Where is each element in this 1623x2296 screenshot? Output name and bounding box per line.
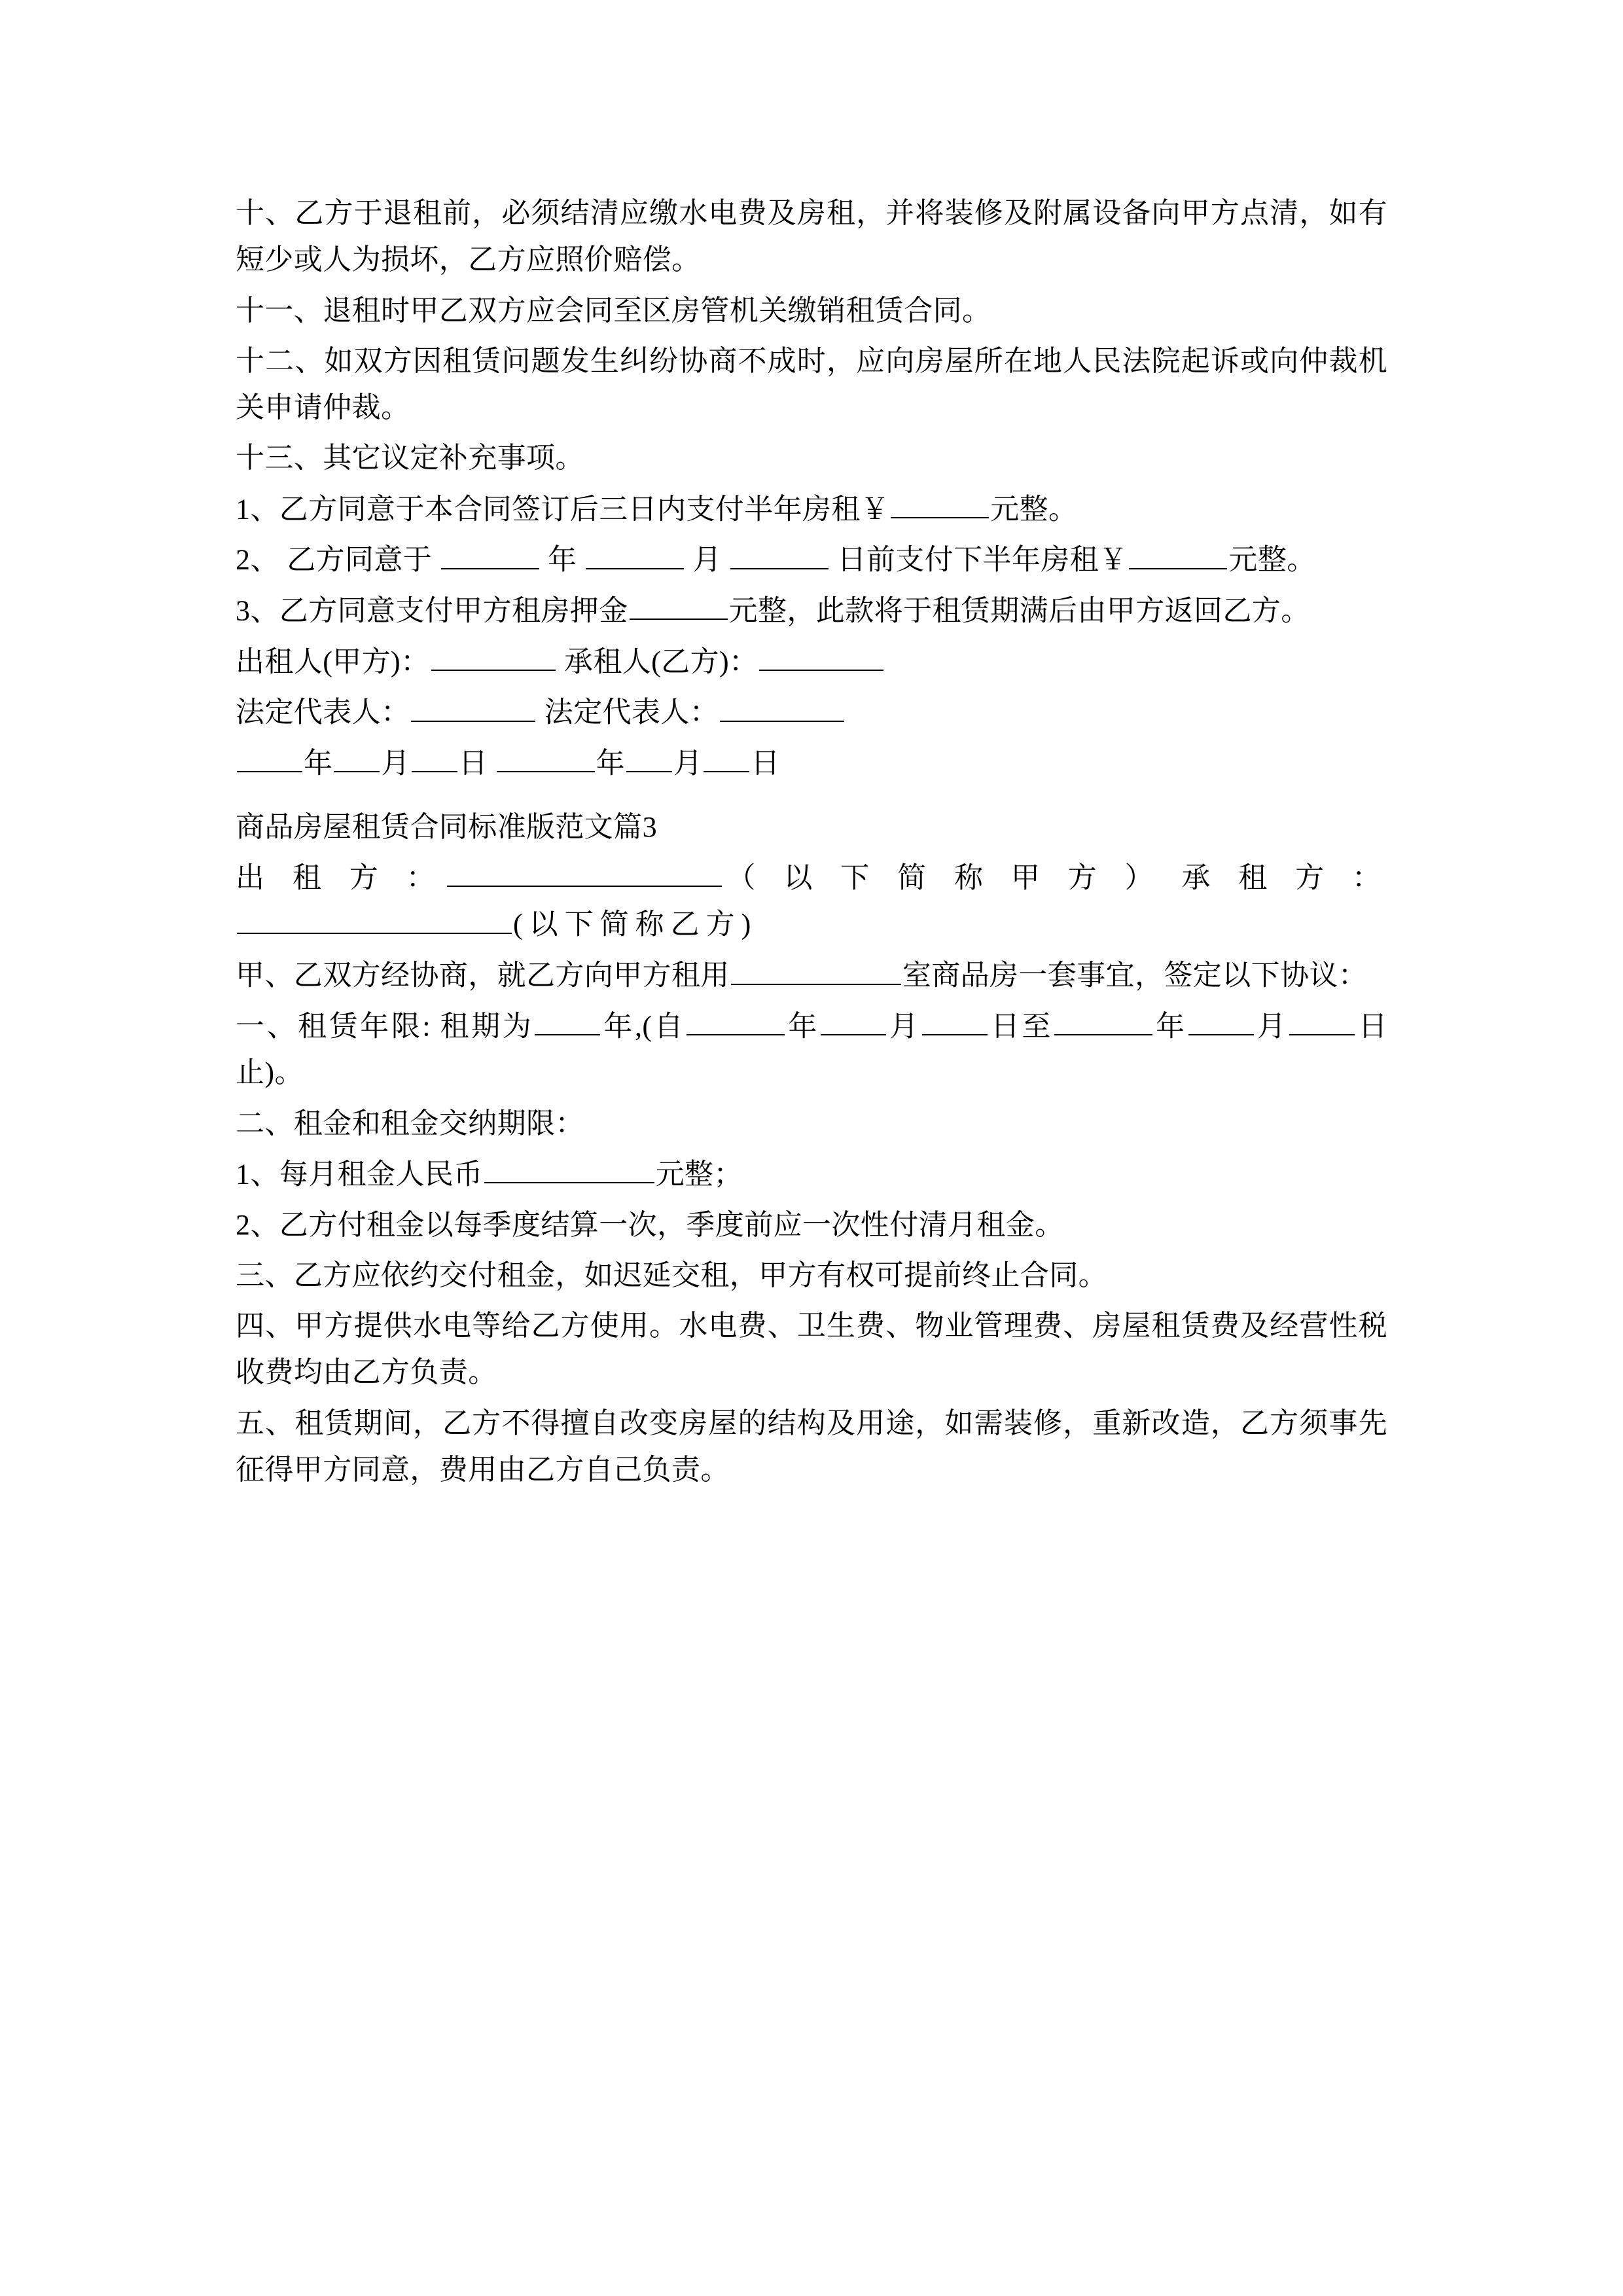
clause-12	[236, 338, 1387, 431]
clause-11	[236, 287, 1387, 334]
clause-13-1-text: 元整。	[990, 492, 1078, 525]
signature-dates-fill-blank[interactable]	[237, 740, 302, 772]
parties-line	[236, 854, 1387, 948]
clause-13-3	[236, 587, 1387, 634]
clause-13-2-fill-blank[interactable]	[730, 536, 829, 569]
signature-dates	[236, 740, 1387, 787]
preamble-text: 室商品房一套事宜，签定以下协议：	[902, 959, 1368, 992]
clause-13-2-text: 日前支付下半年房租￥	[830, 543, 1128, 576]
clause-2-2	[236, 1202, 1387, 1248]
signature-parties-fill-blank[interactable]	[759, 638, 883, 671]
clause-1-term-fill-blank[interactable]	[535, 1003, 600, 1035]
clause-13-2-fill-blank[interactable]	[586, 536, 684, 569]
clause-2-2-text: 2、乙方付租金以每季度结算一次，季度前应一次性付清月租金。	[236, 1208, 1064, 1241]
clause-10-text: 十、乙方于退租前，必须结清应缴水电费及房租，并将装修及附属设备向甲方点清，如有短少或人为损坏，乙方应照价赔偿。	[236, 197, 1387, 276]
clause-13-1	[236, 486, 1387, 533]
clause-13-2	[236, 536, 1387, 583]
signature-dates-text: 月	[381, 747, 410, 780]
clause-1-term-fill-blank[interactable]	[922, 1003, 988, 1035]
clause-4-text: 四、甲方提供水电等给乙方使用。水电费、卫生费、物业管理费、房屋租赁费及经营性税收费均由乙方负责。	[236, 1310, 1387, 1389]
clause-1-term-fill-blank[interactable]	[687, 1003, 785, 1035]
document-body	[236, 190, 1387, 1497]
signature-dates-text: 年	[596, 747, 626, 780]
clause-11-text: 十一、退租时甲乙双方应会同至区房管机关缴销租赁合同。	[236, 294, 991, 327]
clause-1-term-fill-blank[interactable]	[1289, 1003, 1355, 1035]
signature-dates-text: 日	[458, 747, 495, 780]
clause-13-2-text: 2、 乙方同意于	[236, 543, 440, 576]
clause-1-term-fill-blank[interactable]	[1188, 1003, 1254, 1035]
signature-legal-reps	[236, 689, 1387, 736]
clause-2-1-text: 元整；	[655, 1158, 743, 1191]
clause-13	[236, 435, 1387, 481]
signature-legal-reps-fill-blank[interactable]	[720, 689, 844, 721]
preamble	[236, 952, 1387, 999]
clause-1-term-text: 年	[786, 1010, 819, 1043]
signature-parties-text: 承租人(乙方)：	[556, 645, 758, 677]
clause-2-rent-title	[236, 1100, 1387, 1147]
clause-2-1	[236, 1151, 1387, 1198]
clause-13-2-text: 元整。	[1228, 543, 1316, 576]
signature-parties	[236, 638, 1387, 685]
parties-line-fill-blank[interactable]	[237, 901, 512, 933]
clause-13-3-text: 元整，此款将于租赁期满后由甲方返回乙方。	[728, 594, 1310, 627]
clause-13-text: 十三、其它议定补充事项。	[236, 442, 584, 475]
signature-dates-fill-blank[interactable]	[626, 740, 672, 772]
clause-1-term-text: 日止)。	[236, 1010, 1387, 1089]
parties-line-text: 出 租 方 ：	[236, 861, 446, 894]
clause-13-1-fill-blank[interactable]	[891, 486, 989, 518]
clause-1-term-text: 日至	[988, 1010, 1053, 1043]
doc-heading-text: 商品房屋租赁合同标准版范文篇3	[236, 810, 657, 843]
parties-line-fill-blank[interactable]	[447, 854, 722, 887]
clause-1-term-fill-blank[interactable]	[821, 1003, 886, 1035]
clause-1-term-text: 一、租赁年限: 租期为	[236, 1010, 534, 1043]
doc-heading	[236, 804, 1387, 850]
signature-legal-reps-fill-blank[interactable]	[411, 689, 535, 721]
signature-dates-fill-blank[interactable]	[334, 740, 380, 772]
clause-3-text: 三、乙方应依约交付租金，如迟延交租，甲方有权可提前终止合同。	[236, 1259, 1107, 1291]
signature-legal-reps-text: 法定代表人：	[236, 696, 410, 728]
signature-dates-fill-blank[interactable]	[704, 740, 749, 772]
clause-5-text: 五、租赁期间，乙方不得擅自改变房屋的结构及用途，如需装修，重新改造，乙方须事先征得甲方同意，费用由乙方自己负责。	[236, 1407, 1387, 1486]
clause-1-term-text: 月	[887, 1010, 921, 1043]
signature-dates-text: 日	[751, 747, 780, 780]
signature-dates-fill-blank[interactable]	[497, 740, 595, 772]
clause-13-3-text: 3、乙方同意支付甲方租房押金	[236, 594, 628, 627]
clause-2-rent-title-text: 二、租金和租金交纳期限：	[236, 1107, 584, 1139]
parties-line-text: （ 以 下 简 称 甲 方 ） 承 租 方 ：	[722, 861, 1388, 894]
signature-parties-fill-blank[interactable]	[431, 638, 556, 671]
clause-1-term-text: 年	[1153, 1010, 1187, 1043]
clause-1-term-text: 月	[1255, 1010, 1289, 1043]
clause-13-2-text: 月	[685, 543, 730, 576]
preamble-fill-blank[interactable]	[731, 952, 901, 984]
clause-13-1-text: 1、乙方同意于本合同签订后三日内支付半年房租￥	[236, 492, 890, 525]
clause-13-2-text: 年	[540, 543, 584, 576]
preamble-text: 甲、乙双方经协商，就乙方向甲方租用	[236, 959, 730, 992]
clause-2-1-text: 1、每月租金人民币	[236, 1158, 483, 1191]
signature-parties-text: 出租人(甲方)：	[236, 645, 430, 677]
clause-13-3-fill-blank[interactable]	[630, 587, 728, 620]
signature-dates-text: 年	[304, 747, 333, 780]
clause-2-1-fill-blank[interactable]	[484, 1151, 654, 1183]
clause-13-2-fill-blank[interactable]	[1129, 536, 1227, 569]
clause-1-term-fill-blank[interactable]	[1054, 1003, 1152, 1035]
clause-10	[236, 190, 1387, 283]
clause-12-text: 十二、如双方因租赁问题发生纠纷协商不成时，应向房屋所在地人民法院起诉或向仲裁机关申请仲裁。	[236, 344, 1387, 424]
signature-dates-fill-blank[interactable]	[412, 740, 457, 772]
clause-3	[236, 1252, 1387, 1299]
signature-legal-reps-text: 法定代表人：	[537, 696, 719, 728]
parties-line-text: (以下简称乙方)	[513, 908, 758, 941]
clause-1-term	[236, 1003, 1387, 1096]
clause-13-2-fill-blank[interactable]	[441, 536, 539, 569]
clause-1-term-text: 年,(自	[601, 1010, 686, 1043]
signature-dates-text: 月	[673, 747, 703, 780]
clause-5	[236, 1400, 1387, 1494]
clause-4	[236, 1302, 1387, 1396]
